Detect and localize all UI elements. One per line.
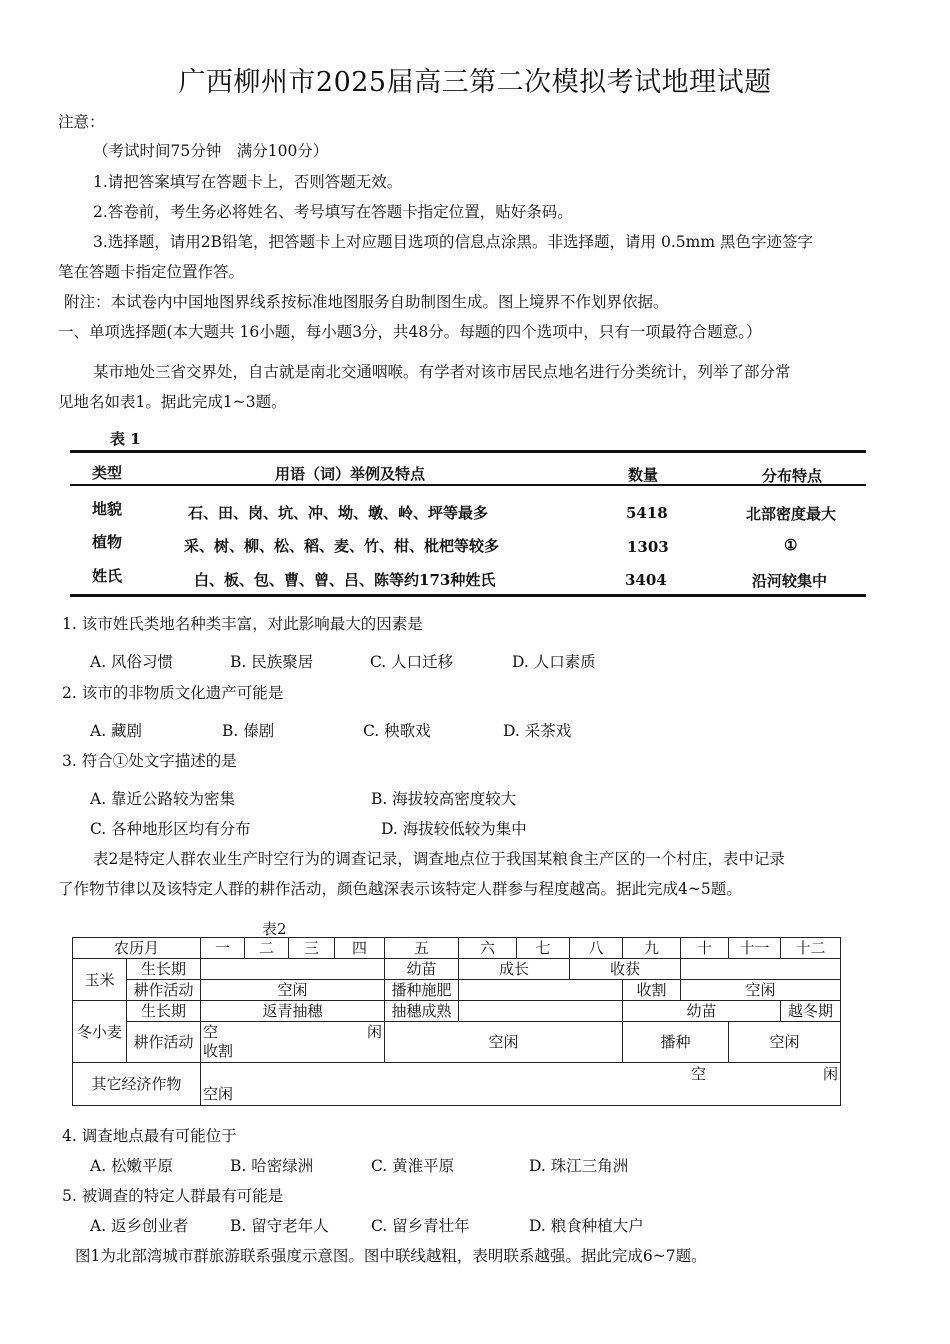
option-c[interactable]: C. 人口迁移 bbox=[370, 653, 454, 671]
notice-item: 3.选择题，请用2B铅笔，把答题卡上对应题目选项的信息点涂黑。非选择题，请用 0.5mm 黑色字迹签字 bbox=[93, 233, 813, 251]
month-cell: 三 bbox=[289, 938, 335, 959]
cell-text: 空闲 bbox=[203, 1085, 234, 1103]
table2-cell bbox=[681, 959, 841, 980]
cell-text: 闲 bbox=[823, 1065, 839, 1083]
table2-cell: 空闲 bbox=[385, 1022, 623, 1063]
table2-cell: 返青抽穗 bbox=[201, 1001, 385, 1022]
crop-corn: 玉米 bbox=[73, 959, 127, 1001]
cell-text: 收割 bbox=[203, 1042, 234, 1060]
table1-cell: 5418 bbox=[626, 504, 668, 522]
option-d[interactable]: D. 采茶戏 bbox=[503, 722, 572, 740]
table1-cell: 采、树、柳、松、稻、麦、竹、柑、枇杷等较多 bbox=[184, 537, 500, 555]
exam-time: （考试时间75分钟 满分100分） bbox=[93, 142, 329, 160]
cell-text: 闲 bbox=[367, 1023, 383, 1041]
month-cell: 九 bbox=[623, 938, 681, 959]
option-b[interactable]: B. 傣剧 bbox=[222, 722, 275, 740]
option-b[interactable]: B. 民族聚居 bbox=[230, 653, 314, 671]
table2-cell bbox=[201, 959, 385, 980]
option-d[interactable]: D. 珠江三角洲 bbox=[529, 1157, 629, 1175]
table-rule bbox=[70, 450, 866, 453]
option-d[interactable]: D. 人口素质 bbox=[512, 653, 596, 671]
crop-other: 其它经济作物 bbox=[73, 1063, 201, 1106]
table2-cell bbox=[459, 980, 623, 1001]
table1-header: 类型 bbox=[92, 464, 123, 482]
table1-cell: 沿河较集中 bbox=[752, 572, 828, 590]
passage-line: 图1为北部湾城市群旅游联系强度示意图。图中联线越粗，表明联系越强。据此完成6~7题。 bbox=[75, 1247, 707, 1265]
row-label: 生长期 bbox=[127, 959, 201, 980]
month-cell: 二 bbox=[245, 938, 289, 959]
month-cell: 十一 bbox=[729, 938, 781, 959]
table2-cell: 空闲 bbox=[681, 980, 841, 1001]
cell-text: 空 bbox=[691, 1065, 707, 1083]
option-c[interactable]: C. 留乡青壮年 bbox=[371, 1217, 470, 1235]
month-cell: 七 bbox=[517, 938, 570, 959]
table1-cell: 3404 bbox=[625, 571, 667, 589]
notice-heading: 注意： bbox=[58, 113, 105, 131]
month-cell: 一 bbox=[201, 938, 245, 959]
month-cell: 四 bbox=[335, 938, 385, 959]
option-c[interactable]: C. 各种地形区均有分布 bbox=[90, 820, 251, 838]
passage-line: 见地名如表1。据此完成1~3题。 bbox=[58, 393, 287, 411]
option-c[interactable]: C. 黄淮平原 bbox=[371, 1157, 455, 1175]
option-c[interactable]: C. 秧歌戏 bbox=[363, 722, 431, 740]
question-stem: 2. 该市的非物质文化遗产可能是 bbox=[62, 684, 284, 702]
row-label: 生长期 bbox=[127, 1001, 201, 1022]
table1-cell: 白、板、包、曹、曾、吕、陈等约173种姓氏 bbox=[194, 571, 496, 589]
passage-line: 了作物节律以及该特定人群的耕作活动，颜色越深表示该特定人群参与程度越高。据此完成4~5题。 bbox=[58, 880, 742, 898]
month-cell: 十 bbox=[681, 938, 729, 959]
month-cell: 十二 bbox=[781, 938, 841, 959]
table1-cell: 姓氏 bbox=[92, 567, 123, 585]
section-heading: 一、单项选择题(本大题共 16小题，每小题3分，共48分。每题的四个选项中，只有一项最符合题意。） bbox=[58, 323, 762, 341]
crop-wheat: 冬小麦 bbox=[73, 1001, 127, 1063]
table2-cell bbox=[201, 1022, 385, 1063]
row-label: 耕作活动 bbox=[127, 980, 201, 1001]
option-d[interactable]: D. 海拔较低较为集中 bbox=[381, 820, 527, 838]
table1-cell: 地貌 bbox=[92, 500, 123, 518]
option-a[interactable]: A. 风俗习惯 bbox=[90, 653, 174, 671]
option-a[interactable]: A. 靠近公路较为密集 bbox=[90, 790, 236, 808]
table1-label: 表 1 bbox=[110, 430, 141, 448]
table1-cell: 石、田、岗、坑、冲、坳、墩、岭、坪等最多 bbox=[188, 504, 489, 522]
table2-cell: 收割 bbox=[623, 980, 681, 1001]
table1-cell: 北部密度最大 bbox=[746, 505, 837, 523]
table2-cell: 抽穗成熟 bbox=[385, 1001, 459, 1022]
table2-cell bbox=[459, 1001, 623, 1022]
question-stem: 4. 调查地点最有可能位于 bbox=[62, 1127, 237, 1145]
month-header: 农历月 bbox=[73, 938, 201, 959]
notice-item: 1.请把答案填写在答题卡上，否则答题无效。 bbox=[93, 173, 403, 191]
table1-cell: 植物 bbox=[92, 533, 123, 551]
option-a[interactable]: A. 松嫩平原 bbox=[90, 1157, 174, 1175]
month-cell: 八 bbox=[570, 938, 623, 959]
question-stem: 1. 该市姓氏类地名种类丰富，对此影响最大的因素是 bbox=[62, 615, 423, 633]
table2-cell: 收获 bbox=[570, 959, 681, 980]
table1-cell: 1303 bbox=[627, 538, 669, 556]
page-title: 广西柳州市2025届高三第二次模拟考试地理试题 bbox=[178, 67, 772, 98]
row-label: 耕作活动 bbox=[127, 1022, 201, 1063]
table1-header: 用语（词）举例及特点 bbox=[275, 465, 426, 483]
notice-item: 2.答卷前，考生务必将姓名、考号填写在答题卡指定位置，贴好条码。 bbox=[93, 203, 573, 221]
cell-text: 空 bbox=[203, 1023, 219, 1041]
table1-header: 数量 bbox=[628, 466, 659, 484]
table1 bbox=[70, 450, 866, 598]
option-b[interactable]: B. 海拔较高密度较大 bbox=[371, 790, 517, 808]
table2-cell: 播种 bbox=[623, 1022, 729, 1063]
table2-cell: 越冬期 bbox=[781, 1001, 841, 1022]
table2-cell: 幼苗 bbox=[385, 959, 459, 980]
month-cell: 六 bbox=[459, 938, 517, 959]
option-a[interactable]: A. 藏剧 bbox=[90, 722, 143, 740]
table-rule bbox=[70, 594, 866, 597]
question-stem: 5. 被调查的特定人群最有可能是 bbox=[62, 1187, 284, 1205]
option-b[interactable]: B. 哈密绿洲 bbox=[230, 1157, 314, 1175]
notice-item: 笔在答题卡指定位置作答。 bbox=[58, 263, 245, 281]
table2-cell: 空闲 bbox=[729, 1022, 841, 1063]
option-a[interactable]: A. 返乡创业者 bbox=[90, 1217, 189, 1235]
question-stem: 3. 符合①处文字描述的是 bbox=[62, 752, 237, 770]
table-rule bbox=[70, 484, 866, 486]
month-cell: 五 bbox=[385, 938, 459, 959]
passage-line: 表2是特定人群农业生产时空行为的调查记录，调查地点位于我国某粮食主产区的一个村庄，表中记录 bbox=[93, 850, 785, 868]
table2-cell: 空闲 bbox=[201, 980, 385, 1001]
passage-line: 某市地处三省交界处，自古就是南北交通咽喉。有学者对该市居民点地名进行分类统计，列举了部分常 bbox=[93, 363, 791, 381]
table2-cell: 幼苗 bbox=[623, 1001, 781, 1022]
table1-header: 分布特点 bbox=[762, 467, 823, 485]
table2-cell: 播种施肥 bbox=[385, 980, 459, 1001]
table1-cell: ① bbox=[784, 536, 798, 554]
table2-cell: 成长 bbox=[459, 959, 570, 980]
table2 bbox=[72, 937, 841, 1106]
table2-label: 表2 bbox=[262, 920, 287, 938]
option-b[interactable]: B. 留守老年人 bbox=[230, 1217, 329, 1235]
table2-cell bbox=[201, 1063, 841, 1106]
option-d[interactable]: D. 粮食种植大户 bbox=[529, 1217, 644, 1235]
notice-appendix: 附注：本试卷内中国地图界线系按标准地图服务自助制图生成。图上境界不作划界依据。 bbox=[64, 293, 669, 311]
